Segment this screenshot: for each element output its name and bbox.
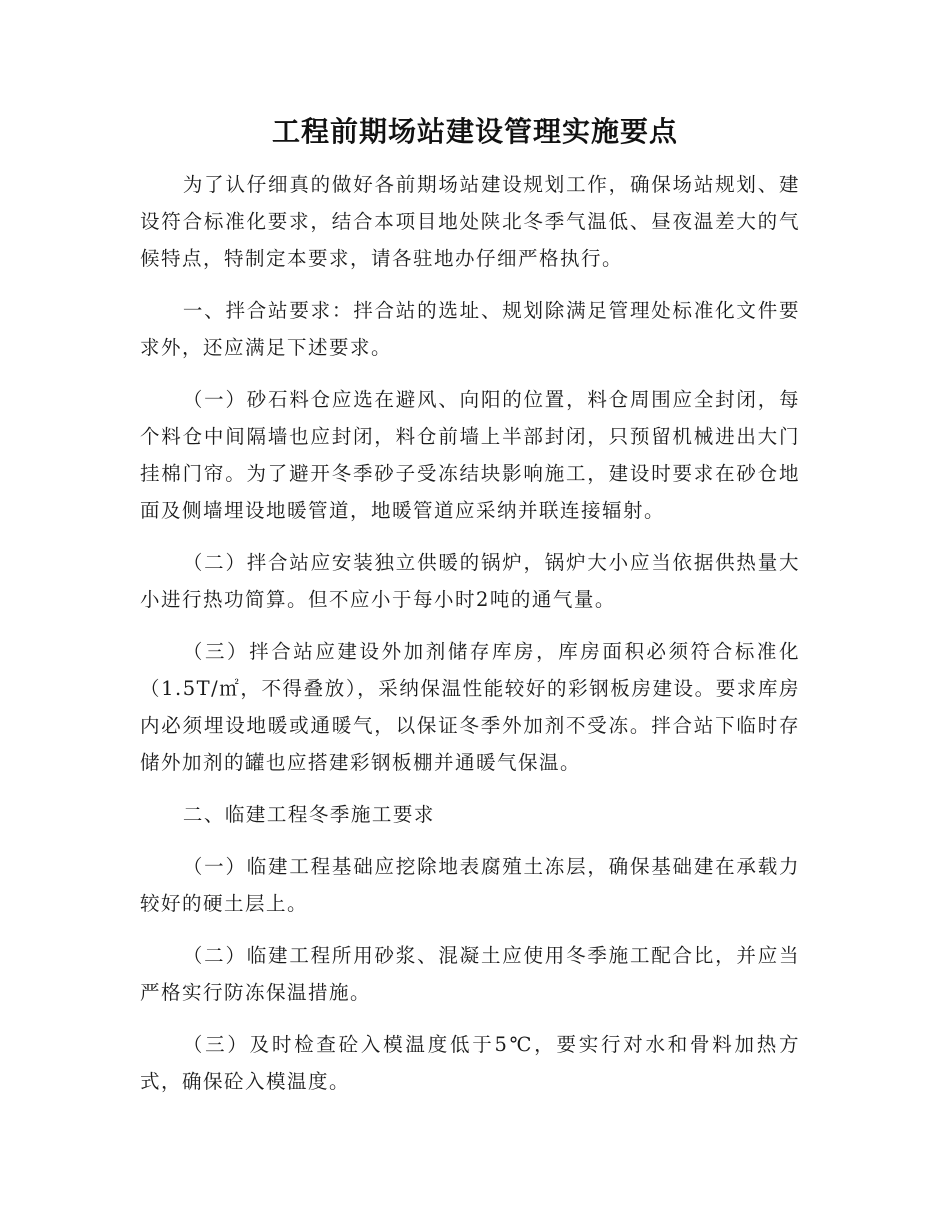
paragraph-section-2-item-1: （一）临建工程基础应挖除地表腐殖土冻层，确保基础建在承载力较好的硬土层上。	[140, 855, 800, 915]
document-title: 工程前期场站建设管理实施要点	[271, 115, 678, 148]
document-body	[140, 166, 800, 1115]
paragraph-section-1-item-3: （三）拌合站应建设外加剂储存库房，库房面积必须符合标准化（1.5T/㎡，不得叠放），采纳保温性能较好的彩钢板房建设。要求库房内必须埋设地暖或通暖气，以保证冬季外加剂不受冻。拌合站下临时存储外加剂的罐也应搭建彩钢板棚并通暖气保温。	[140, 640, 800, 774]
paragraph-section-1-item-1: （一）砂石料仓应选在避风、向阳的位置，料仓周围应全封闭，每个料仓中间隔墙也应封闭，料仓前墙上半部封闭，只预留机械进出大门挂棉门帘。为了避开冬季砂子受冻结块影响施工，建设时要求在砂仓地面及侧墙埋设地暖管道，地暖管道应采纳并联连接辐射。	[140, 388, 800, 522]
paragraph-section-1-item-2: （二）拌合站应安装独立供暖的锅炉，锅炉大小应当依据供热量大小进行热功简算。但不应小于每小时2吨的通气量。	[140, 551, 800, 611]
paragraph-intro: 为了认仔细真的做好各前期场站建设规划工作，确保场站规划、建设符合标准化要求，结合本项目地处陕北冬季气温低、昼夜温差大的气候特点，特制定本要求，请各驻地办仔细严格执行。	[140, 173, 800, 270]
paragraph-section-2-heading: 二、临建工程冬季施工要求	[182, 803, 435, 826]
paragraph-section-2-item-2: （二）临建工程所用砂浆、混凝土应使用冬季施工配合比，并应当严格实行防冻保温措施。	[140, 944, 800, 1004]
paragraph-section-1-heading: 一、拌合站要求：拌合站的选址、规划除满足管理处标准化文件要求外，还应满足下述要求。	[140, 299, 800, 359]
paragraph-section-2-item-3: （三）及时检查砼入模温度低于5℃，要实行对水和骨料加热方式，确保砼入模温度。	[140, 1033, 800, 1093]
